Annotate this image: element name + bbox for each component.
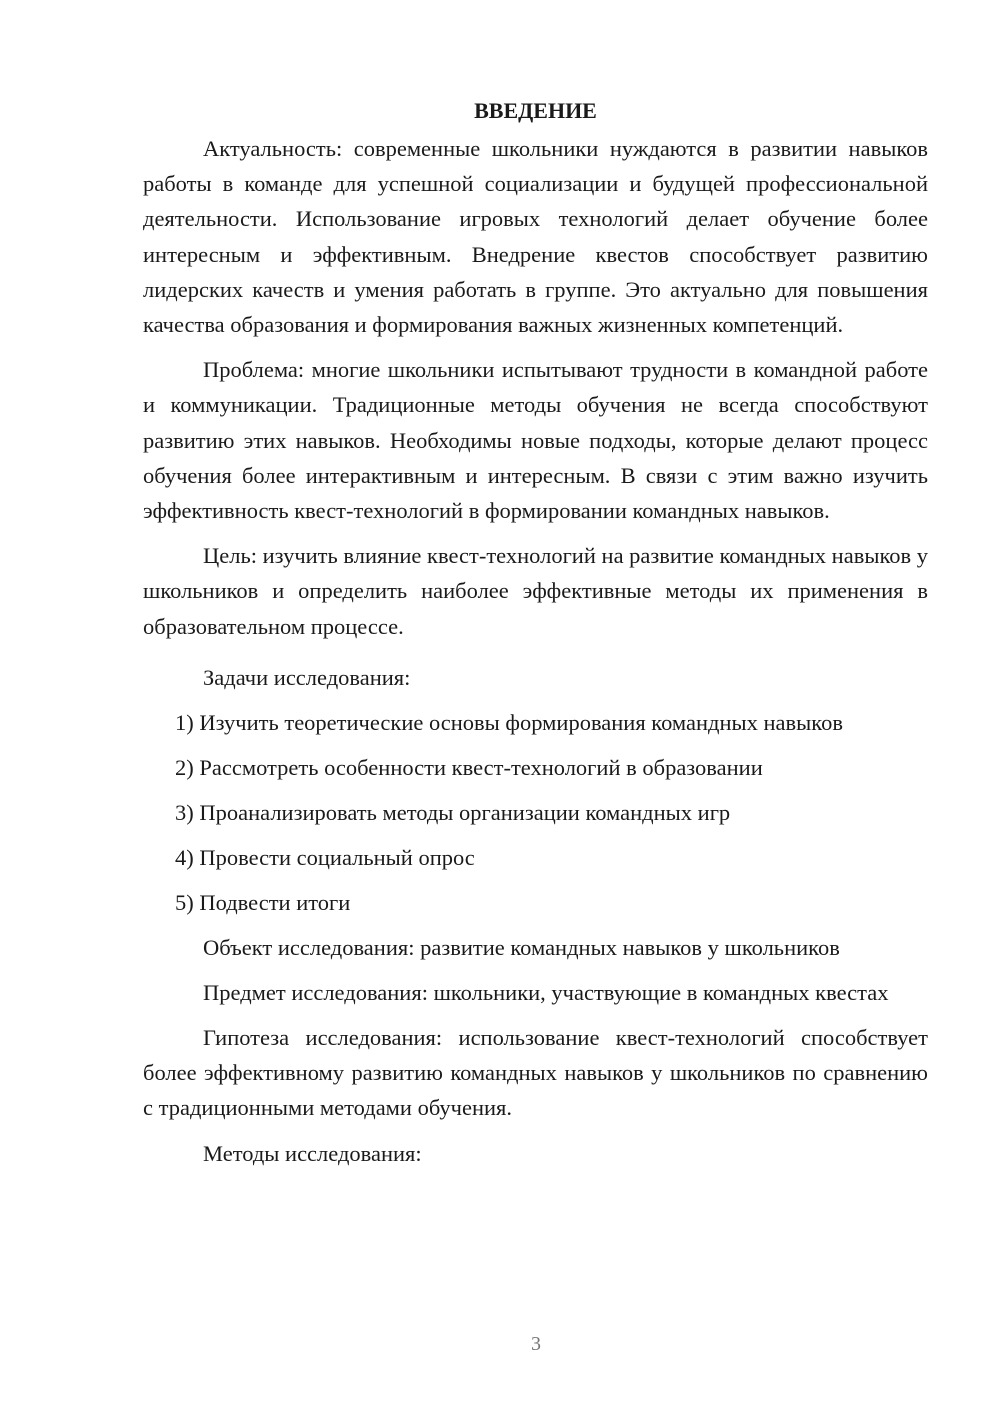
section-heading: ВВЕДЕНИЕ	[474, 98, 597, 123]
methods-label: Методы исследования:	[203, 1140, 422, 1166]
research-hypothesis: Гипотеза исследования: использование квест-технологий способствует более эффективному развитию командных навыков у школьников по сравнению с традиционными методами обучения.	[143, 1025, 928, 1121]
list-item: 4) Провести социальный опрос	[175, 844, 475, 870]
list-item: 5) Подвести итоги	[175, 889, 351, 915]
list-item: 2) Рассмотреть особенности квест-технологий в образовании	[175, 754, 763, 780]
page-number: 3	[531, 1333, 541, 1355]
research-subject: Предмет исследования: школьники, участвующие в командных квестах	[203, 979, 889, 1005]
list-item: 1) Изучить теоретические основы формирования командных навыков	[175, 709, 843, 735]
list-item: 3) Проанализировать методы организации командных игр	[175, 799, 731, 825]
goal-paragraph: Цель: изучить влияние квест-технологий на развитие командных навыков у школьников и определить наиболее эффективные методы их применения в образовательном процессе.	[143, 543, 928, 639]
relevance-paragraph: Актуальность: современные школьники нуждаются в развитии навыков работы в команде для успешной социализации и будущей профессиональной деятельности. Использование игровых технологий делает обучение более интересным и эффективным. Внедрение квестов способствует развитию лидерских качеств и умения работать в группе. Это актуально для повышения качества образования и формирования важных жизненных компетенций.	[143, 136, 928, 338]
research-object: Объект исследования: развитие командных навыков у школьников	[203, 934, 840, 960]
tasks-label: Задачи исследования:	[203, 664, 411, 690]
tasks-list	[143, 705, 928, 920]
problem-paragraph: Проблема: многие школьники испытывают трудности в командной работе и коммуникации. Традиционные методы обучения не всегда способствуют развитию этих навыков. Необходимы новые подходы, которые делают процесс обучения более интерактивным и интересным. В связи с этим важно изучить эффективность квест-технологий в формировании командных навыков.	[143, 357, 928, 524]
document-page	[143, 96, 928, 1181]
